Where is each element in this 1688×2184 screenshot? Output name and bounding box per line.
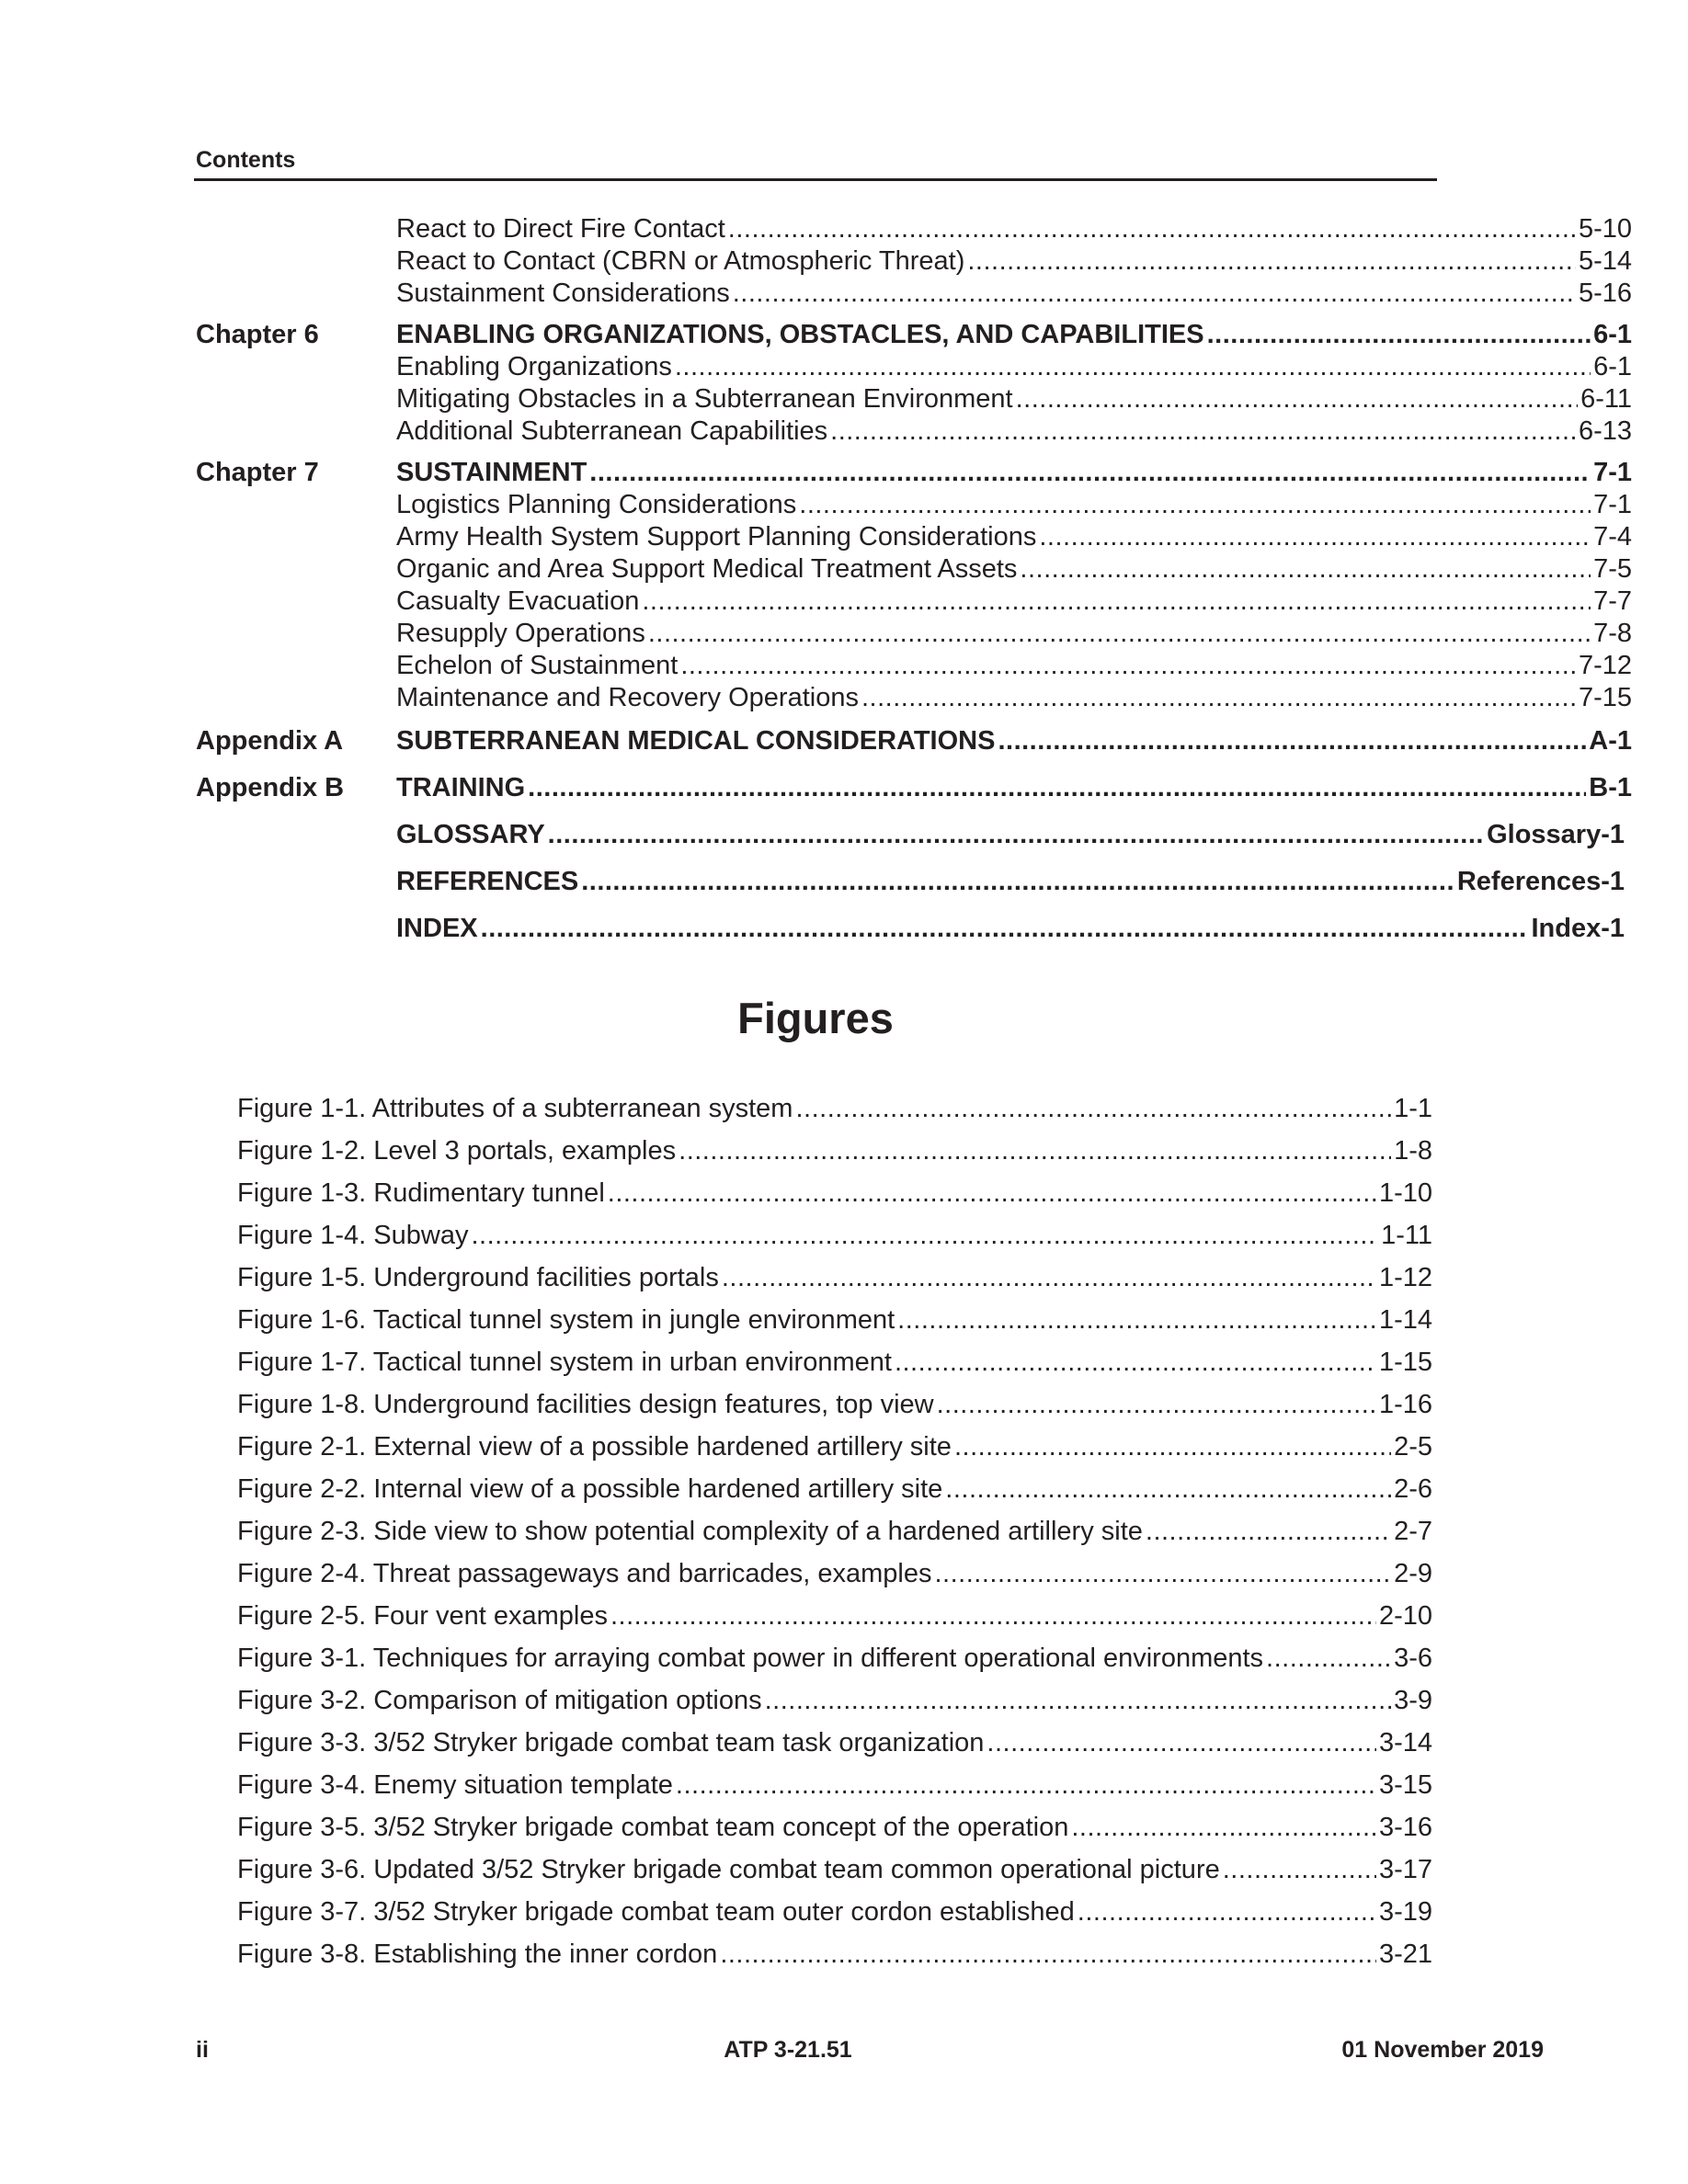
figure-entry-page: 1-12 xyxy=(1378,1263,1432,1292)
toc-group xyxy=(196,819,1625,851)
toc-entry[interactable] xyxy=(396,553,1632,586)
toc-entry[interactable] xyxy=(396,586,1632,618)
toc-entry[interactable] xyxy=(396,521,1632,553)
figure-entry-title: Figure 1-7. Tactical tunnel system in urban environment xyxy=(237,1348,892,1377)
dot-leader xyxy=(799,489,1591,521)
figure-entry[interactable] xyxy=(237,1510,1432,1553)
dot-leader xyxy=(733,278,1576,310)
figure-entry[interactable] xyxy=(237,1383,1432,1426)
dot-leader xyxy=(987,1722,1376,1764)
figure-entry-page: 1-11 xyxy=(1381,1221,1432,1250)
toc-heading-entry-page: 7-1 xyxy=(1593,458,1632,487)
toc-heading-entry-title: SUSTAINMENT xyxy=(396,458,587,487)
dot-leader xyxy=(679,1130,1391,1172)
toc-division-label: Appendix B xyxy=(196,773,345,802)
toc-group xyxy=(196,725,1632,757)
figure-entry-page: 3-16 xyxy=(1378,1813,1432,1842)
footer-date: 01 November 2019 xyxy=(1341,2037,1544,2063)
figure-entry-page: 2-9 xyxy=(1394,1559,1432,1588)
toc-division-label: Appendix A xyxy=(196,726,344,756)
toc-heading-entry-page: References-1 xyxy=(1456,867,1625,896)
toc-entry-page: 7-4 xyxy=(1593,522,1632,552)
dot-leader xyxy=(765,1679,1391,1722)
figure-entry[interactable] xyxy=(237,1933,1432,1975)
toc-group xyxy=(196,213,1632,310)
toc-entry-page: 5-10 xyxy=(1578,214,1632,244)
dot-leader xyxy=(1223,1848,1376,1891)
toc-entry-title: Additional Subterranean Capabilities xyxy=(396,416,828,446)
toc-group xyxy=(196,866,1625,898)
toc-heading-entry[interactable] xyxy=(396,866,1625,898)
figures-heading: Figures xyxy=(737,994,894,1042)
figure-entry-title: Figure 3-3. 3/52 Stryker brigade combat team task organization xyxy=(237,1728,985,1757)
figure-entry-page: 3-9 xyxy=(1394,1686,1432,1715)
dot-leader xyxy=(998,725,1586,757)
dot-leader xyxy=(1207,319,1591,351)
dot-leader xyxy=(581,866,1454,898)
toc-entry-page: 7-7 xyxy=(1593,586,1632,616)
dot-leader xyxy=(861,682,1576,714)
toc-entry-title: React to Direct Fire Contact xyxy=(396,214,725,244)
figure-entry[interactable] xyxy=(237,1595,1432,1637)
figure-entry[interactable] xyxy=(237,1341,1432,1383)
figure-entry-title: Figure 2-4. Threat passageways and barricades, examples xyxy=(237,1559,932,1588)
dot-leader xyxy=(1266,1637,1391,1679)
figure-entry-title: Figure 3-5. 3/52 Stryker brigade combat team concept of the operation xyxy=(237,1813,1069,1842)
dot-leader xyxy=(895,1341,1376,1383)
list-of-figures xyxy=(237,1087,1432,1975)
toc-entry[interactable] xyxy=(396,489,1632,521)
dot-leader xyxy=(1146,1510,1391,1553)
toc-heading-entry-page: A-1 xyxy=(1589,726,1632,756)
table-of-contents xyxy=(196,213,1632,945)
figure-entry-page: 2-10 xyxy=(1378,1601,1432,1631)
figure-entry-title: Figure 1-4. Subway xyxy=(237,1221,469,1250)
toc-heading-entry[interactable] xyxy=(396,457,1632,489)
toc-entry[interactable] xyxy=(396,383,1632,415)
figure-entry[interactable] xyxy=(237,1172,1432,1214)
figure-entry-title: Figure 3-7. 3/52 Stryker brigade combat team outer cordon established xyxy=(237,1897,1075,1927)
toc-entry-page: 7-1 xyxy=(1593,490,1632,519)
figure-entry[interactable] xyxy=(237,1468,1432,1510)
figure-entry-title: Figure 1-2. Level 3 portals, examples xyxy=(237,1136,677,1166)
toc-entry[interactable] xyxy=(396,278,1632,310)
figure-entry-page: 2-5 xyxy=(1394,1432,1432,1462)
toc-entry-title: Sustainment Considerations xyxy=(396,279,730,308)
figure-entry[interactable] xyxy=(237,1764,1432,1806)
toc-entry[interactable] xyxy=(396,213,1632,245)
dot-leader xyxy=(676,1764,1376,1806)
toc-entry-title: Logistics Planning Considerations xyxy=(396,490,797,519)
dot-leader xyxy=(548,819,1484,851)
toc-group xyxy=(196,319,1632,448)
figure-entry-page: 1-10 xyxy=(1378,1178,1432,1208)
toc-heading-entry[interactable] xyxy=(396,913,1625,945)
figure-entry-page: 1-16 xyxy=(1378,1390,1432,1419)
figure-entry[interactable] xyxy=(237,1806,1432,1848)
toc-entry-page: 7-8 xyxy=(1593,619,1632,648)
dot-leader xyxy=(589,457,1591,489)
figure-entry-page: 3-6 xyxy=(1394,1644,1432,1673)
figure-entry[interactable] xyxy=(237,1299,1432,1341)
toc-division-label: Chapter 6 xyxy=(196,320,319,349)
figure-entry-page: 2-6 xyxy=(1394,1474,1432,1504)
toc-heading-entry-title: INDEX xyxy=(396,914,478,943)
figure-entry-page: 3-21 xyxy=(1378,1939,1432,1969)
toc-heading-entry-title: SUBTERRANEAN MEDICAL CONSIDERATIONS xyxy=(396,726,996,756)
dot-leader xyxy=(1016,383,1579,415)
toc-entry-title: Mitigating Obstacles in a Subterranean Environment xyxy=(396,384,1013,414)
toc-entry-title: Resupply Operations xyxy=(396,619,645,648)
figure-entry-page: 1-15 xyxy=(1378,1348,1432,1377)
toc-entry-page: 6-1 xyxy=(1593,352,1632,381)
toc-heading-entry-title: GLOSSARY xyxy=(396,820,545,849)
toc-division-label: Chapter 7 xyxy=(196,458,319,487)
dot-leader xyxy=(722,1257,1376,1299)
toc-heading-entry-page: 6-1 xyxy=(1593,320,1632,349)
toc-group xyxy=(196,913,1625,945)
figure-entry-title: Figure 1-6. Tactical tunnel system in jungle environment xyxy=(237,1305,895,1335)
toc-entry-title: React to Contact (CBRN or Atmospheric Threat) xyxy=(396,246,965,276)
dot-leader xyxy=(680,650,1576,682)
figure-entry[interactable] xyxy=(237,1130,1432,1172)
toc-entry[interactable] xyxy=(396,618,1632,650)
figure-entry-title: Figure 1-1. Attributes of a subterranean system xyxy=(237,1094,793,1123)
figure-entry[interactable] xyxy=(237,1553,1432,1595)
figure-entry-page: 1-8 xyxy=(1394,1136,1432,1166)
toc-entry[interactable] xyxy=(396,245,1632,278)
toc-entry-page: 7-15 xyxy=(1578,683,1632,712)
figure-entry-title: Figure 2-1. External view of a possible hardened artillery site xyxy=(237,1432,952,1462)
toc-heading-entry-page: Index-1 xyxy=(1531,914,1625,943)
toc-heading-entry-title: TRAINING xyxy=(396,773,526,802)
dot-leader xyxy=(795,1087,1391,1130)
figure-entry-page: 3-15 xyxy=(1378,1770,1432,1800)
toc-heading-entry[interactable] xyxy=(396,819,1625,851)
figure-entry-title: Figure 1-3. Rudimentary tunnel xyxy=(237,1178,605,1208)
dot-leader xyxy=(481,913,1529,945)
toc-entry-title: Casualty Evacuation xyxy=(396,586,640,616)
dot-leader xyxy=(1039,521,1591,553)
figure-entry-page: 2-7 xyxy=(1394,1517,1432,1546)
toc-heading-entry-page: B-1 xyxy=(1589,773,1632,802)
figure-entry-page: 3-19 xyxy=(1378,1897,1432,1927)
toc-entry-page: 6-13 xyxy=(1578,416,1632,446)
dot-leader xyxy=(610,1595,1376,1637)
figure-entry[interactable] xyxy=(237,1426,1432,1468)
running-header: Contents xyxy=(196,147,296,173)
figure-entry-page: 1-14 xyxy=(1378,1305,1432,1335)
toc-entry-page: 5-14 xyxy=(1578,246,1632,276)
figure-entry[interactable] xyxy=(237,1087,1432,1130)
dot-leader xyxy=(471,1214,1378,1257)
dot-leader xyxy=(648,618,1591,650)
toc-heading-entry[interactable] xyxy=(396,319,1632,351)
toc-group xyxy=(196,772,1632,804)
figure-entry[interactable] xyxy=(237,1214,1432,1257)
figure-entry-title: Figure 1-8. Underground facilities design features, top view xyxy=(237,1390,934,1419)
dot-leader xyxy=(937,1383,1376,1426)
figure-entry-title: Figure 2-5. Four vent examples xyxy=(237,1601,608,1631)
toc-entry[interactable] xyxy=(396,351,1632,383)
toc-entry-title: Echelon of Sustainment xyxy=(396,651,679,680)
dot-leader xyxy=(897,1299,1376,1341)
dot-leader xyxy=(1078,1891,1376,1933)
toc-group xyxy=(196,457,1632,714)
figure-entry[interactable] xyxy=(237,1891,1432,1933)
figure-entry-title: Figure 3-2. Comparison of mitigation options xyxy=(237,1686,762,1715)
dot-leader xyxy=(642,586,1591,618)
figure-entry-title: Figure 3-6. Updated 3/52 Stryker brigade combat team common operational picture xyxy=(237,1855,1220,1884)
dot-leader xyxy=(675,351,1591,383)
toc-entry-page: 6-11 xyxy=(1580,384,1632,414)
figure-entry[interactable] xyxy=(237,1637,1432,1679)
figure-entry-page: 3-17 xyxy=(1378,1855,1432,1884)
figure-entry-title: Figure 3-8. Establishing the inner cordon xyxy=(237,1939,718,1969)
toc-entry-page: 7-5 xyxy=(1593,554,1632,584)
dot-leader xyxy=(720,1933,1376,1975)
dot-leader xyxy=(1020,553,1591,586)
toc-heading-entry-title: ENABLING ORGANIZATIONS, OBSTACLES, AND CAPABILITIES xyxy=(396,320,1204,349)
figure-entry-page: 1-1 xyxy=(1394,1094,1432,1123)
figure-entry-title: Figure 3-4. Enemy situation template xyxy=(237,1770,673,1800)
toc-heading-entry[interactable] xyxy=(396,772,1632,804)
toc-entry[interactable] xyxy=(396,415,1632,448)
toc-entry[interactable] xyxy=(396,650,1632,682)
figure-entry[interactable] xyxy=(237,1679,1432,1722)
footer-publication: ATP 3-21.51 xyxy=(724,2037,852,2063)
toc-entry[interactable] xyxy=(396,682,1632,714)
toc-entry-title: Maintenance and Recovery Operations xyxy=(396,683,859,712)
dot-leader xyxy=(954,1426,1391,1468)
dot-leader xyxy=(830,415,1576,448)
toc-heading-entry-title: REFERENCES xyxy=(396,867,579,896)
dot-leader xyxy=(967,245,1576,278)
dot-leader xyxy=(934,1553,1391,1595)
figure-entry[interactable] xyxy=(237,1722,1432,1764)
toc-heading-entry[interactable] xyxy=(396,725,1632,757)
figure-entry-title: Figure 2-3. Side view to show potential complexity of a hardened artillery site xyxy=(237,1517,1143,1546)
figure-entry-title: Figure 3-1. Techniques for arraying combat power in different operational environments xyxy=(237,1644,1264,1673)
dot-leader xyxy=(728,213,1576,245)
toc-entry-title: Enabling Organizations xyxy=(396,352,672,381)
figure-entry-title: Figure 2-2. Internal view of a possible hardened artillery site xyxy=(237,1474,943,1504)
figure-entry[interactable] xyxy=(237,1848,1432,1891)
toc-entry-title: Organic and Area Support Medical Treatment Assets xyxy=(396,554,1018,584)
toc-entry-title: Army Health System Support Planning Considerations xyxy=(396,522,1037,552)
toc-entry-page: 7-12 xyxy=(1578,651,1632,680)
dot-leader xyxy=(528,772,1586,804)
footer-page-number: ii xyxy=(196,2037,209,2063)
figure-entry-title: Figure 1-5. Underground facilities portals xyxy=(237,1263,719,1292)
figure-entry-page: 3-14 xyxy=(1378,1728,1432,1757)
toc-heading-entry-page: Glossary-1 xyxy=(1487,820,1625,849)
dot-leader xyxy=(608,1172,1376,1214)
figure-entry[interactable] xyxy=(237,1257,1432,1299)
header-rule xyxy=(194,178,1437,181)
dot-leader xyxy=(945,1468,1391,1510)
dot-leader xyxy=(1071,1806,1376,1848)
toc-entry-page: 5-16 xyxy=(1578,279,1632,308)
